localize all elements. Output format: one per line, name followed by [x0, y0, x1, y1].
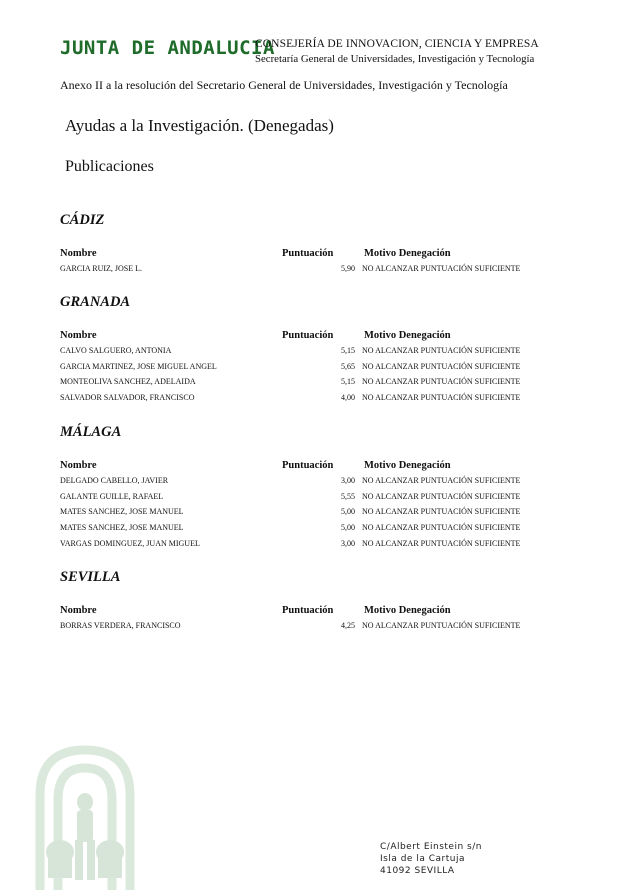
logo-text: JUNTA DE ANDALUCIA	[60, 37, 275, 59]
section-malaga	[60, 424, 560, 552]
table-row	[60, 521, 560, 537]
table-row	[60, 505, 560, 521]
row-reason: NO ALCANZAR PUNTUACIÓN SUFICIENTE	[362, 361, 521, 371]
annex-line: Anexo II a la resolución del Secretario General de Universidades, Investigación y Tecnología	[60, 78, 508, 92]
column-header-score: Puntuación	[282, 460, 334, 471]
address-block	[380, 841, 482, 877]
table-row	[60, 474, 560, 490]
table-row	[60, 375, 560, 391]
column-header-reason: Motivo Denegación	[364, 460, 451, 471]
row-score: 5,00	[341, 523, 355, 533]
province-title: CÁDIZ	[60, 212, 105, 228]
row-name: GARCIA MARTINEZ, JOSE MIGUEL ANGEL	[60, 361, 217, 371]
table-row	[60, 262, 560, 278]
section-sevilla	[60, 569, 560, 635]
column-header-score: Puntuación	[282, 330, 334, 341]
page-subtitle: Publicaciones	[65, 158, 154, 175]
section-cadiz	[60, 212, 560, 278]
row-reason: NO ALCANZAR PUNTUACIÓN SUFICIENTE	[362, 491, 521, 501]
row-score: 3,00	[341, 476, 355, 485]
row-name: GARCIA RUIZ, JOSE L.	[60, 264, 143, 273]
column-header-reason: Motivo Denegación	[364, 330, 451, 341]
address-area: Isla de la Cartuja	[380, 854, 465, 864]
table-row	[60, 391, 560, 407]
row-score: 5,65	[341, 361, 355, 371]
row-reason: NO ALCANZAR PUNTUACIÓN SUFICIENTE	[362, 346, 521, 355]
page-title: Ayudas a la Investigación. (Denegadas)	[65, 116, 334, 135]
row-reason: NO ALCANZAR PUNTUACIÓN SUFICIENTE	[362, 377, 521, 387]
department-name: CONSEJERÍA DE INNOVACION, CIENCIA Y EMPRESA	[255, 38, 539, 50]
column-header-score: Puntuación	[282, 248, 334, 259]
column-header-name: Nombre	[60, 605, 97, 616]
row-name: MATES SANCHEZ, JOSE MANUEL	[60, 507, 184, 517]
address-street: C/Albert Einstein s/n	[380, 842, 482, 852]
table-row	[60, 360, 560, 376]
row-reason: NO ALCANZAR PUNTUACIÓN SUFICIENTE	[362, 476, 521, 485]
row-name: GALANTE GUILLE, RAFAEL	[60, 491, 164, 501]
table-row	[60, 344, 560, 360]
column-header-name: Nombre	[60, 460, 97, 471]
row-name: MONTEOLIVA SANCHEZ, ADELAIDA	[60, 377, 196, 387]
province-title: MÁLAGA	[60, 424, 122, 440]
row-reason: NO ALCANZAR PUNTUACIÓN SUFICIENTE	[362, 264, 521, 273]
row-name: VARGAS DOMINGUEZ, JUAN MIGUEL	[60, 538, 200, 548]
row-reason: NO ALCANZAR PUNTUACIÓN SUFICIENTE	[362, 507, 521, 517]
row-name: MATES SANCHEZ, JOSE MANUEL	[60, 523, 184, 533]
column-header-name: Nombre	[60, 330, 97, 341]
row-reason: NO ALCANZAR PUNTUACIÓN SUFICIENTE	[362, 523, 521, 533]
column-header-score: Puntuación	[282, 605, 334, 616]
row-score: 5,55	[341, 491, 355, 501]
row-name: DELGADO CABELLO, JAVIER	[60, 476, 169, 485]
table-header	[60, 605, 560, 619]
column-header-reason: Motivo Denegación	[364, 248, 451, 259]
address-city: 41092 SEVILLA	[380, 866, 455, 876]
andalucia-coat-of-arms-icon	[30, 740, 140, 890]
row-name: BORRAS VERDERA, FRANCISCO	[60, 621, 181, 630]
secretariat-name: Secretaría General de Universidades, Investigación y Tecnología	[255, 53, 535, 65]
column-header-reason: Motivo Denegación	[364, 605, 451, 616]
row-reason: NO ALCANZAR PUNTUACIÓN SUFICIENTE	[362, 621, 521, 630]
row-score: 4,25	[341, 621, 355, 630]
province-title: SEVILLA	[60, 569, 121, 585]
table-header	[60, 330, 560, 344]
row-reason: NO ALCANZAR PUNTUACIÓN SUFICIENTE	[362, 538, 521, 548]
row-score: 4,00	[341, 393, 355, 403]
row-score: 5,90	[341, 264, 355, 273]
table-header	[60, 248, 560, 262]
row-name: CALVO SALGUERO, ANTONIA	[60, 346, 172, 355]
table-row	[60, 619, 560, 635]
column-header-name: Nombre	[60, 248, 97, 259]
row-name: SALVADOR SALVADOR, FRANCISCO	[60, 393, 195, 403]
row-reason: NO ALCANZAR PUNTUACIÓN SUFICIENTE	[362, 393, 521, 403]
section-granada	[60, 294, 560, 407]
row-score: 5,15	[341, 346, 355, 355]
row-score: 3,00	[341, 538, 355, 548]
table-row	[60, 537, 560, 553]
table-row	[60, 490, 560, 506]
department-block	[255, 37, 539, 67]
row-score: 5,00	[341, 507, 355, 517]
province-title: GRANADA	[60, 294, 131, 310]
row-score: 5,15	[341, 377, 355, 387]
table-header	[60, 460, 560, 474]
